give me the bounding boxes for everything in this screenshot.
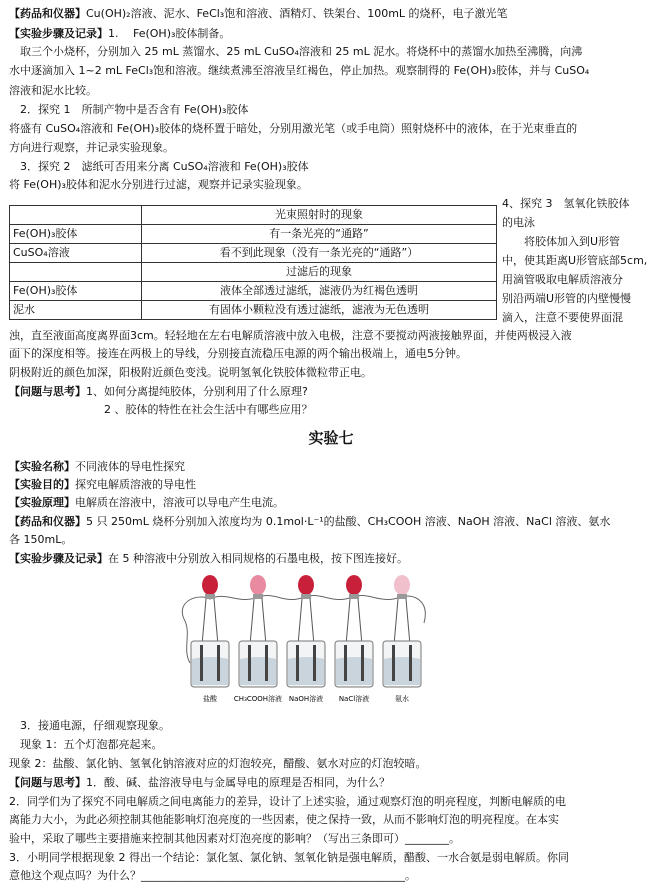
lamp-bulb-icon <box>250 575 266 595</box>
exp-steps-line <box>9 552 408 566</box>
side-text-line: 的电泳 <box>502 216 535 229</box>
materials-line <box>9 7 508 21</box>
paragraph-line: 水中逐滴加入 1~2 mL FeCl₃饱和溶液。继续煮沸至溶液呈红褐色，停止加热。观察制得的 Fe(OH)₃胶体，并与 CuSO₄ <box>9 64 590 77</box>
table-cell: 过滤后的现象 <box>142 263 497 282</box>
electrode-icon <box>344 645 347 681</box>
table-cell: 有一条光亮的“通路” <box>142 225 497 244</box>
table-cell: 看不到此现象（没有一条光亮的“通路”） <box>142 244 497 263</box>
paragraph-line: 2．探究 1 所制产物中是否含有 Fe(OH)₃胶体 <box>9 103 249 116</box>
table-cell: CuSO₄溶液 <box>10 244 142 263</box>
wire-loop <box>182 595 425 623</box>
electrode-icon <box>296 645 299 681</box>
paragraph-line: 溶液和泥水比较。 <box>9 84 97 97</box>
electrode-icon <box>392 645 395 681</box>
exp-name-line <box>9 460 185 474</box>
beaker-label: 盐酸 <box>203 695 217 703</box>
paragraph-line: 现象 1：五个灯泡都亮起来。 <box>9 738 163 751</box>
lamp-bulb-icon <box>346 575 362 595</box>
steps-line <box>9 27 230 41</box>
electrode-icon <box>361 645 364 681</box>
table-cell: 光束照射时的现象 <box>142 206 497 225</box>
electrode-icon <box>409 645 412 681</box>
paragraph-line: 阴极附近的颜色加深，阳极附近颜色变浅。说明氢氧化铁胶体微粒带正电。 <box>9 366 372 379</box>
steps-text: 1. Fe(OH)₃胶体制备。 <box>108 27 231 40</box>
question-text: 1．酸、碱、盐溶液导电与金属导电的原理是否相同，为什么？ <box>86 776 390 789</box>
exp-name-head: 【实验名称】 <box>9 460 75 473</box>
exp-goal-line <box>9 478 196 492</box>
unit-hcl <box>191 575 229 687</box>
side-text-line: 滴入，注意不要使界面混 <box>502 311 623 324</box>
beaker-label: CH₃COOH溶液 <box>233 695 283 703</box>
question-line: 3．小明同学根据现象 2 得出一个结论：氯化氢、氯化钠、氢氧化钠是强电解质，醋酸、一水合氨是弱电解质。你同 <box>9 851 569 864</box>
paragraph-line: 将 Fe(OH)₃胶体和泥水分别进行过滤，观察并记录实验现象。 <box>9 178 308 191</box>
table-row <box>10 206 497 225</box>
paragraph-line: 3．接通电源，仔细观察现象。 <box>9 719 170 732</box>
table-cell <box>10 263 142 282</box>
exp-principle-text: 电解质在溶液中，溶液可以导电产生电流。 <box>75 496 284 509</box>
table-cell: 泥水 <box>10 301 142 320</box>
table-cell <box>10 206 142 225</box>
side-text-line: 别沿两端U形管的内壁慢慢 <box>502 292 632 305</box>
electrode-icon <box>200 645 203 681</box>
side-text-line: 中，使其距离U形管底部5cm, <box>502 254 648 267</box>
table-row <box>10 301 497 320</box>
wire-left <box>184 619 190 663</box>
observation-table <box>9 205 497 320</box>
exp-materials-head: 【药品和仪器】 <box>9 515 86 528</box>
exp-principle-line <box>9 496 284 510</box>
question-line: 2 、胶体的特性在社会生活中有哪些应用？ <box>104 403 313 416</box>
paragraph-line: 浊，直至液面高度离界面3cm。轻轻地在左右电解质溶液中放入电极，注意不要搅动两液接触界面，并使两极浸入液 <box>9 329 572 342</box>
unit-naoh <box>287 575 325 687</box>
electrode-icon <box>265 645 268 681</box>
electrode-icon <box>217 645 220 681</box>
exp-steps-text: 在 5 种溶液中分别放入相同规格的石墨电极，按下图连接好。 <box>108 552 408 565</box>
question-line: 2．同学们为了探究不同电解质之间电离能力的差异，设计了上述实验，通过观察灯泡的明亮程度，判断电解质的电 <box>9 795 566 808</box>
table-row <box>10 225 497 244</box>
materials-head: 【药品和仪器】 <box>9 7 86 20</box>
electrode-icon <box>313 645 316 681</box>
table-row <box>10 282 497 301</box>
paragraph-line: 方向进行观察，并记录实验现象。 <box>9 141 174 154</box>
exp-steps-head: 【实验步骤及记录】 <box>9 552 108 565</box>
lamp-bulb-icon <box>298 575 314 595</box>
paragraph-line: 现象 2：盐酸、氯化钠、氢氧化钠溶液对应的灯泡较亮，醋酸、氨水对应的灯泡较暗。 <box>9 757 427 770</box>
side-text-line: 用滴管吸取电解质溶液分 <box>502 273 623 286</box>
exp-materials-line <box>9 515 610 529</box>
section-title: 实验七 <box>308 429 354 447</box>
question-text: 1、如何分离提纯胶体，分别利用了什么原理? <box>86 385 308 398</box>
exp-materials-text: 5 只 250mL 烧杯分别加入浓度均为 0.1mol·L⁻¹的盐酸、CH₃COOH 溶液、NaOH 溶液、NaCl 溶液、氨水 <box>86 515 611 528</box>
exp-goal-head: 【实验目的】 <box>9 478 75 491</box>
paragraph-line: 面下的深度相等。接连在两极上的导线，分别接直流稳压电源的两个输出极端上，通电5分钟。 <box>9 347 467 360</box>
lamp-bulb-icon <box>202 575 218 595</box>
unit-acetic <box>239 575 277 687</box>
table-cell: 液体全部透过滤纸，滤液仍为红褐色透明 <box>142 282 497 301</box>
exp-name-text: 不同液体的导电性探究 <box>75 460 185 473</box>
electrode-icon <box>248 645 251 681</box>
beaker-label: 氨水 <box>395 695 409 703</box>
table-row <box>10 263 497 282</box>
question-head: 【问题与思考】 <box>9 385 86 398</box>
paragraph-line: 将盛有 CuSO₄溶液和 Fe(OH)₃胶体的烧杯置于暗处，分别用激光笔（或手电筒）照射烧杯中的液体，在于光束垂直的 <box>9 122 578 135</box>
exp-goal-text: 探究电解质溶液的导电性 <box>75 478 196 491</box>
table-row <box>10 244 497 263</box>
question-line <box>9 776 390 790</box>
table-cell: Fe(OH)₃胶体 <box>10 225 142 244</box>
question-line <box>9 385 308 399</box>
unit-ammonia <box>383 575 421 687</box>
lamp-bulb-icon <box>394 575 410 595</box>
question-line: 验中，采取了哪些主要措施来控制其他因素对灯泡亮度的影响？（写出三条即可）________。 <box>9 832 460 845</box>
table-cell: Fe(OH)₃胶体 <box>10 282 142 301</box>
question-head: 【问题与思考】 <box>9 776 86 789</box>
steps-head: 【实验步骤及记录】 <box>9 27 108 40</box>
question-line: 离能力大小，为此必须控制其他能影响灯泡亮度的一些因素，使之保持一致，从而不影响灯泡的明亮程度。在本实 <box>9 813 559 826</box>
conductivity-apparatus-figure <box>178 571 436 707</box>
side-text-line: 将胶体加入到U形管 <box>502 235 621 248</box>
beaker-label: NaCl溶液 <box>338 695 370 703</box>
unit-nacl <box>335 575 373 687</box>
side-text-line: 4、探究 3 氢氧化铁胶体 <box>502 197 630 210</box>
paragraph-line: 3．探究 2 滤纸可否用来分离 CuSO₄溶液和 Fe(OH)₃胶体 <box>9 160 309 173</box>
beaker-label: NaOH溶液 <box>288 695 324 703</box>
question-line: 意他这个观点吗？为什么？________________________________________________。 <box>9 869 416 882</box>
exp-materials-line2: 各 150mL。 <box>9 533 73 546</box>
materials-text: Cu(OH)₂溶液、泥水、FeCl₃饱和溶液、酒精灯、铁架台、100mL 的烧杯，电子激光笔 <box>86 7 508 20</box>
paragraph-line: 取三个小烧杯，分别加入 25 mL 蒸馏水、25 mL CuSO₄溶液和 25 mL 泥水。将烧杯中的蒸馏水加热至沸腾，向沸 <box>9 45 583 58</box>
table-cell: 有固体小颗粒没有透过滤纸，滤液为无色透明 <box>142 301 497 320</box>
exp-principle-head: 【实验原理】 <box>9 496 75 509</box>
